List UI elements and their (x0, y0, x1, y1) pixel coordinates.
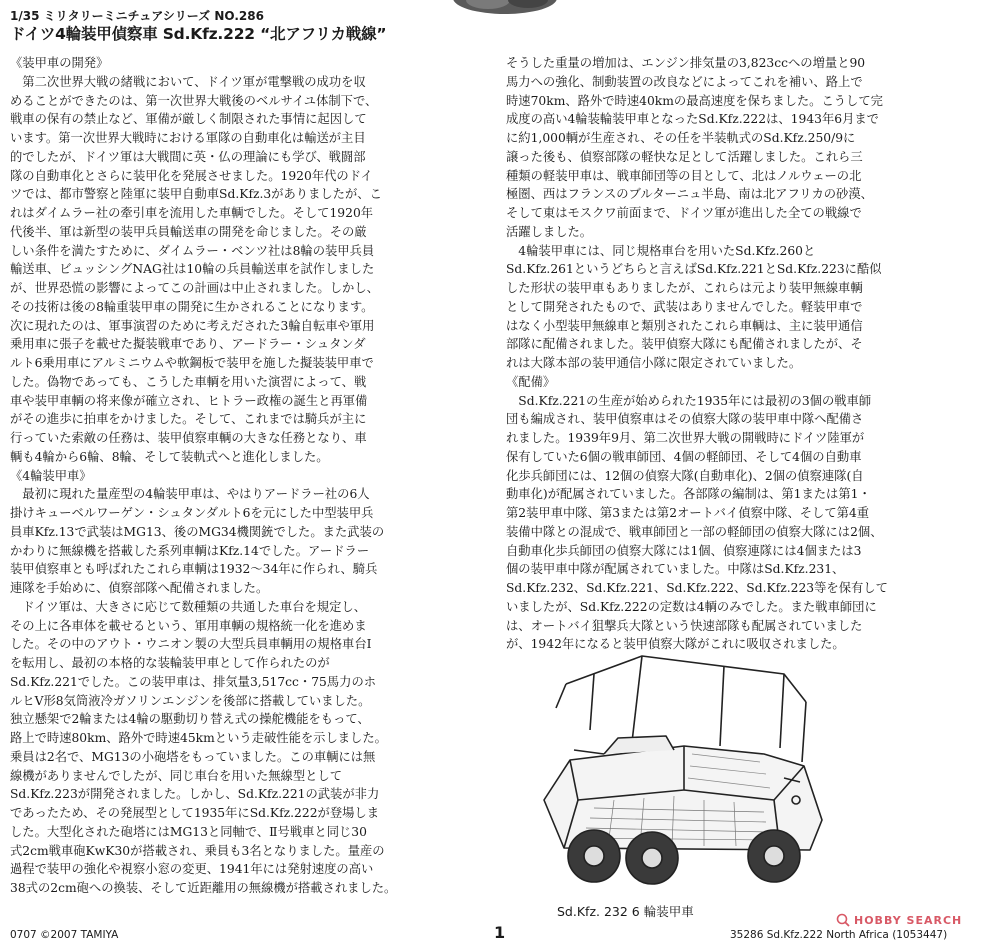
text-line: ドイツ軍は、大きさに応じて数種類の共通した車台を規定し、 (10, 599, 366, 614)
figure-caption: Sd.Kfz. 232 6 輪装甲車 (557, 904, 694, 919)
left-text-column (10, 54, 498, 926)
text-line: 代後半、軍は新型の装甲兵員輸送車の開発を命じました。その厳 (10, 224, 367, 239)
text-line: れは大隊本部の装甲通信小隊に限定されていました。 (506, 356, 802, 370)
watermark-text: HOBBY SEARCH (854, 913, 963, 927)
text-line: そして東はモスクワ前面まで、ドイツ軍が進出した全ての戦線で (506, 206, 862, 220)
text-line: Sd.Kfz.223が開発されました。しかし、Sd.Kfz.221の武装が非力 (10, 787, 380, 802)
text-line: 時速70km、路外で時速40kmの最高速度を保ちました。こうして完 (506, 93, 883, 108)
text-line: 輸送車、ビュッシングNAG社は10輪の兵員輸送車を試作しました (10, 262, 375, 277)
text-line: その上に各車体を載せるという、軍用車輌の規格統一化を進めま (10, 618, 367, 633)
text-line: 種類の軽装甲車は、戦車師団等の目として、北はノルウェーの北 (506, 168, 862, 183)
text-line: した形状の装甲車もありましたが、これらは元より装甲無線車輌 (506, 281, 863, 295)
text-line: 活躍しました。 (506, 224, 593, 239)
text-line: した。大型化された砲塔にはMG13と同軸で、Ⅱ号戦車と同じ30 (10, 824, 367, 839)
text-line: 最初に現れた量産型の4輪装甲車は、やはりアードラー社の6人 (10, 487, 370, 502)
text-line: ツでは、都市警察と陸軍に装甲自動車Sd.Kfz.3がありましたが、こ (10, 187, 382, 202)
text-line: であったため、その発展型として1935年にSd.Kfz.222が登場しま (10, 806, 380, 820)
text-line: いましたが、Sd.Kfz.222の定数は4輌のみでした。また戦車師団に (506, 599, 877, 614)
text-line: 第2装甲車中隊、第3または第2オートバイ偵察中隊、そして第4重 (506, 506, 870, 520)
text-line: 個の装甲車中隊が配属されていました。中隊はSd.Kfz.231、 (506, 562, 845, 577)
text-line: 4輪装甲車には、同じ規格車台を用いたSd.Kfz.260と (506, 243, 816, 258)
text-line: 乗用車に張子を載せた擬装戦車であり、アードラー・シュタンダ (10, 337, 366, 352)
text-line: 保有していた6個の戦車師団、4個の軽師団、そして4個の自動車 (506, 449, 862, 464)
text-line: はなく小型装甲無線車と類別されたこれら車輌は、主に装甲通信 (506, 318, 863, 333)
text-line: 団も編成され、装甲偵察車はその偵察大隊の装甲車中隊へ配備さ (506, 412, 864, 427)
page-title: ドイツ4輪装甲偵察車 Sd.Kfz.222 “北アフリカ戦線” (10, 25, 387, 43)
text-line: 譲った後も、偵察部隊の軽快な足として活躍しました。これら三 (506, 149, 863, 164)
text-line: その技術は後の8輪重装甲車の開発に生かされることになります。 (10, 299, 374, 314)
text-line: 連隊を手始めに、偵察部隊へ配備されました。 (10, 581, 269, 595)
text-line: Sd.Kfz.261というどちらと言えばSd.Kfz.221とSd.Kfz.223に酷似 (506, 262, 882, 277)
text-line: 式2cm戦車砲KwK30が搭載され、乗員も3名となりました。量産の (10, 843, 385, 858)
text-line: 的でしたが、ドイツ軍は大戦間に英・仏の理論にも学び、戦闘部 (10, 149, 366, 164)
page-number: 1 (494, 923, 506, 942)
text-line: した。その中のアウト・ウニオン製の大型兵員車輌用の規格車台I (10, 637, 372, 652)
text-line: が、1942年になると装甲偵察大隊がこれに吸収されました。 (506, 637, 845, 652)
right-text-column (506, 54, 988, 652)
text-line: 装甲偵察車とも呼ばれたこれら車輌は1932～34年に作られ、騎兵 (10, 562, 378, 577)
text-line: が、世界恐慌の影響によってこの計画は中止されました。しかし、 (10, 281, 379, 295)
text-line: れはダイムラー社の牽引車を流用した車輌でした。そして1920年 (10, 206, 374, 220)
text-line: 化歩兵師団には、12個の偵察大隊(自動車化)、2個の偵察連隊(自 (506, 468, 864, 483)
text-line: そうした重量の増加は、エンジン排気量の3,823ccへの増量と90 (506, 56, 866, 70)
text-line: 自動車化歩兵師団の偵察大隊には1個、偵察連隊には4個または3 (506, 543, 862, 558)
text-line: 路上で時速80km、路外で時速45kmという走破性能を示しました。 (10, 731, 387, 745)
text-line: 部隊に配備されました。装甲偵察大隊にも配備されましたが、そ (506, 337, 863, 352)
text-line: 成度の高い4輪装輪装甲車となったSd.Kfz.222は、1943年6月まで (506, 112, 879, 127)
text-line: 38式の2cm砲への換装、そして近距離用の無線機が搭載されました。 (10, 881, 397, 895)
text-line: Sd.Kfz.221の生産が始められた1935年には最初の3個の戦車師 (506, 393, 872, 408)
text-line: 《装甲車の開発》 (10, 56, 109, 70)
armored-car-illustration-icon (534, 650, 834, 895)
text-line: 第二次世界大戦の緒戦において、ドイツ軍が電撃戦の成功を収 (10, 74, 366, 89)
search-circle-icon (836, 913, 850, 927)
text-line: した。偽物であっても、こうした車輌を用いた演習によって、戦 (10, 374, 367, 389)
text-line: 《配備》 (506, 374, 556, 389)
text-line: 線機がありませんでしたが、同じ車台を用いた無線型として (10, 768, 343, 783)
text-line: 員車Kfz.13で武装はMG13、後のMG34機関銃でした。また武装の (10, 524, 385, 539)
text-line: Sd.Kfz.221でした。この装甲車は、排気量3,517cc・75馬力のホ (10, 674, 377, 689)
text-line: を転用し、最初の本格的な装輪装甲車として作られたのが (10, 656, 330, 670)
text-line: 車や装甲車輌の将来像が確立され、ヒトラー政権の誕生と再軍備 (10, 393, 368, 408)
text-line: しい条件を満たすために、ダイムラー・ベンツ社は8輪の装甲兵員 (10, 243, 375, 258)
text-line: ルト6乗用車にアルミニウムや軟鋼板で装甲を施した擬装装甲車で (10, 356, 374, 370)
text-line: 次に現れたのは、軍事演習のために考えだされた3輪自転車や軍用 (10, 318, 375, 333)
text-line: めることができたのは、第一次世界大戦後のベルサイユ体制下で、 (10, 93, 378, 108)
text-line: 《4輪装甲車》 (10, 468, 92, 483)
watermark (836, 913, 962, 927)
text-line: 輌も4輪から6輪、8輪、そして装軌式へと進化しました。 (10, 449, 329, 464)
text-line: 乗員は2名で、MG13の小砲塔をもっていました。この車輌には無 (10, 749, 376, 764)
text-line: がその進歩に拍車をかけました。そして、これまでは騎兵が主に (10, 412, 367, 427)
text-line: ルヒV形8気筒液冷ガソリンエンジンを後部に搭載していました。 (10, 693, 371, 708)
text-line: 隊の自動車化とさらに装甲化を発展させました。1920年代のドイ (10, 168, 373, 183)
text-line: 装備中隊との混成で、戦車師団と一部の軽師団の偵察大隊には2個、 (506, 524, 883, 539)
text-line: 戦車の保有の禁止など、軍備が厳しく制限された事情に起因して (10, 112, 367, 127)
text-line: Sd.Kfz.232、Sd.Kfz.221、Sd.Kfz.222、Sd.Kfz.223等を保有して (506, 581, 888, 595)
copyright-footer: 0707 ©2007 TAMIYA (10, 929, 119, 941)
series-label: 1/35 ミリタリーミニチュアシリーズ NO.286 (10, 9, 264, 23)
text-line: 過程で装甲の強化や視察小窓の変更、1941年には発射速度の高い (10, 862, 374, 877)
text-line: 独立懸架で2輪または4輪の駆動切り替え式の操舵機能をもって、 (10, 712, 370, 727)
text-line: として開発されたもので、武装はありませんでした。軽装甲車で (506, 299, 863, 314)
text-line: は、オートバイ狙撃兵大隊という快速部隊も配属されていました (506, 618, 863, 633)
text-line: に約1,000輌が生産され、その任を半装軌式のSd.Kfz.250/9に (506, 131, 856, 145)
text-line: 掛けキューベルワーゲン・シュタンダルト6を元にした中型装甲兵 (10, 506, 374, 520)
text-line: 動車化)が配属されていました。各部隊の編制は、第1または第1・ (506, 487, 871, 502)
header (10, 8, 386, 44)
tire-photo-icon (440, 0, 570, 18)
text-line: 馬力への強化、制動装置の改良などによってこれを補い、路上で (506, 74, 863, 89)
text-line: かわりに無線機を搭載した系列車輌はKfz.14でした。アードラー (10, 543, 370, 558)
text-line: 極圏、西はフランスのブルターニュ半島、南は北アフリカの砂漠、 (506, 187, 873, 202)
product-code-footer: 35286 Sd.Kfz.222 North Africa (1053447) (730, 929, 948, 941)
text-line: 行っていた索敵の任務は、装甲偵察車輌の大きな任務となり、車 (10, 431, 367, 445)
text-line: います。第一次世界大戦時における軍隊の自動車化は輸送が主目 (10, 131, 366, 145)
text-line: れました。1939年9月、第二次世界大戦の開戦時にドイツ陸軍が (506, 431, 865, 445)
